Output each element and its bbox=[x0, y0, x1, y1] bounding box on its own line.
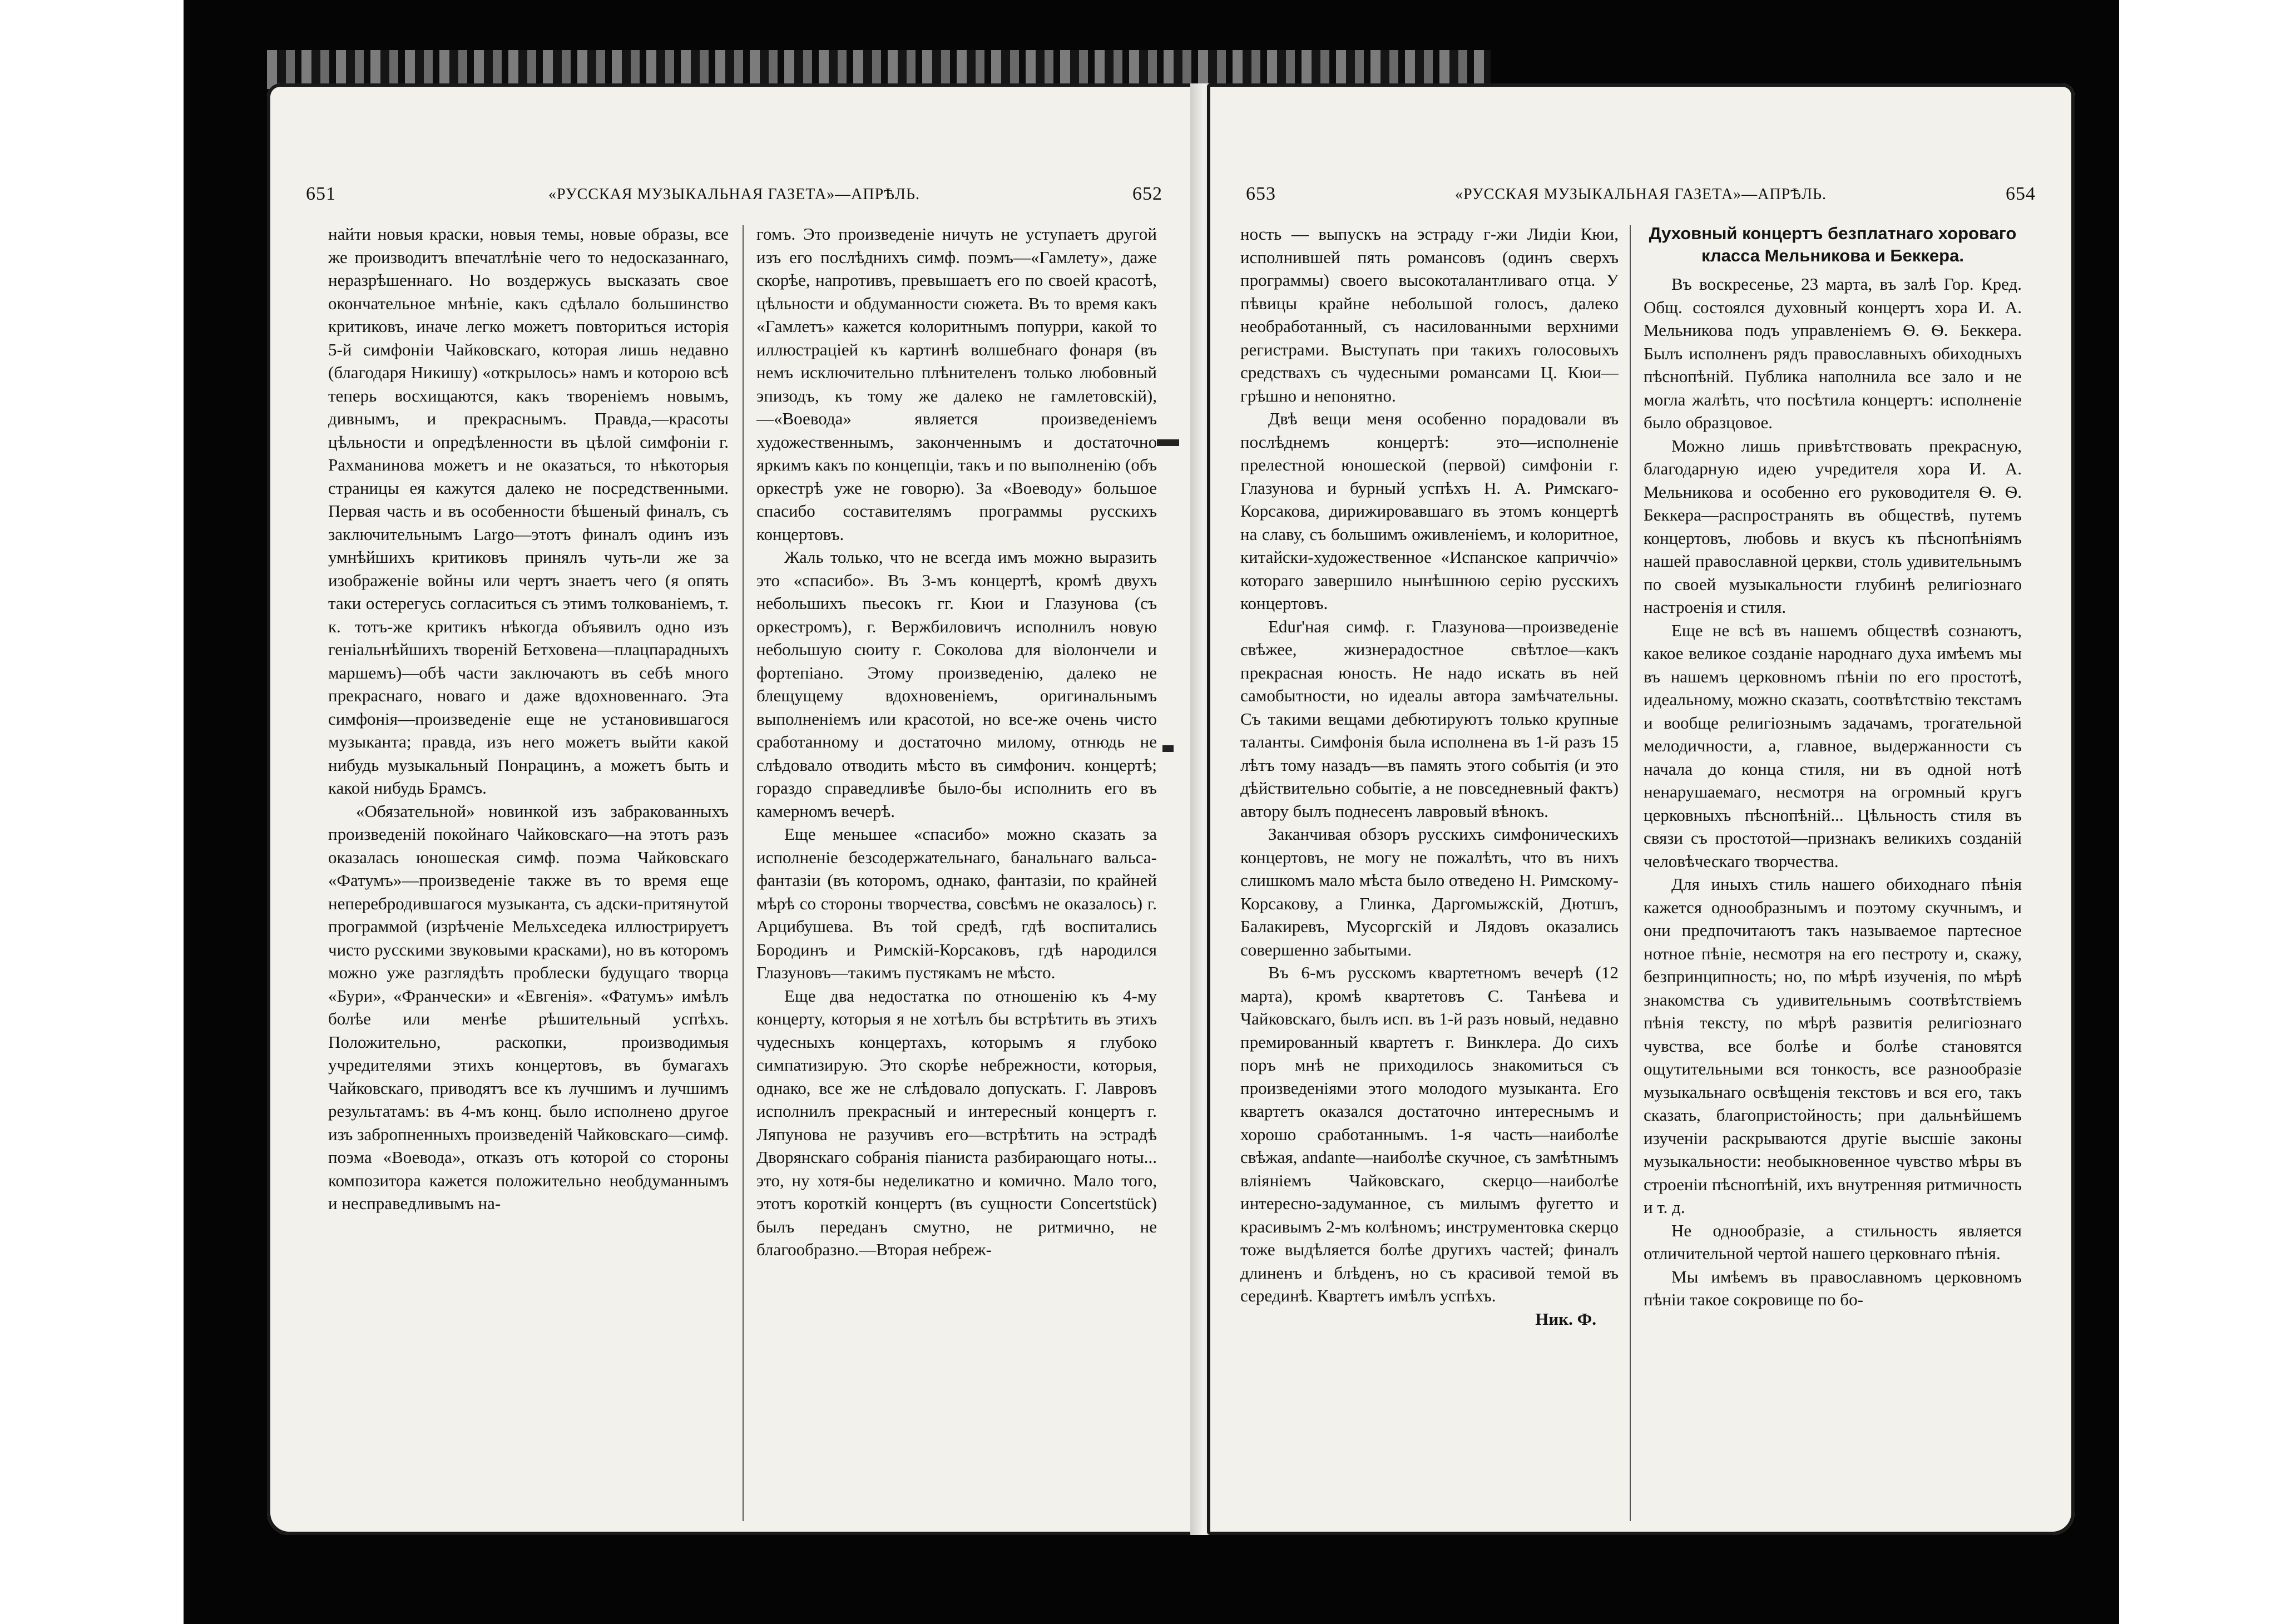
signature: Ник. Ф. bbox=[1535, 1309, 1596, 1329]
page-number-652: 652 bbox=[1132, 184, 1162, 204]
left-page-header bbox=[306, 184, 1162, 217]
paragraph: Въ воскресенье, 23 марта, въ залѣ Гор. Кред. Общ. состоялся духовный концертъ хора И. А. Мельникова подъ управленіемъ Ѳ. Ѳ. Беккера. Былъ исполненъ рядъ православныхъ обиходныхъ пѣснопѣній. Публика наполнила все зало и не могла жалѣть, что посѣтила концертъ: исполненіе было образцовое. bbox=[1644, 274, 2022, 432]
paragraph: гомъ. Это произведеніе ничуть не уступаетъ другой изъ его послѣднихъ симф. поэмъ—«Гамлету», даже скорѣе, напротивъ, превышаетъ его по своей красотѣ, цѣльности и обдуманности сюжета. Въ то время какъ «Гамлетъ» кажется колоритнымъ попурри, какой то иллюстраціей къ картинѣ волшебнаго фонаря (въ немъ исключительно плѣнителенъ только любовный эпизодъ, къ тому же далеко не гамлетовскій),—«Воевода» является произведеніемъ художественнымъ, законченнымъ и достаточно яркимъ какъ по концепціи, такъ и по выполненію (объ оркестрѣ уже не говорю). За «Воеводу» большое спасибо составителямъ программы русскихъ концертовъ. bbox=[756, 224, 1157, 544]
paragraph: Еще меньшее «спасибо» можно сказать за исполненіе безсодержательнаго, банальнаго вальса-фантазіи (въ которомъ, однако, фантазіи, по крайней мѣрѣ со стороны творчества, совсѣмъ не оказалось) г. Арцибушева. Въ той средѣ, гдѣ воспитались Бородинъ и Римскій-Корсаковъ, гдѣ народился Глазуновъ—такимъ пустякамъ не мѣсто. bbox=[756, 824, 1157, 982]
paragraph: Мы имѣемъ въ православномъ церковномъ пѣніи такое сокровище по бо- bbox=[1644, 1266, 2022, 1309]
column-rule bbox=[743, 225, 744, 1521]
paragraph: Двѣ вещи меня особенно порадовали въ послѣднемъ концертѣ: это—исполненіе прелестной юношеской (первой) симфоніи г. Глазунова и бурный успѣхъ Н. А. Римскаго-Корсакова, дирижировавшаго въ этомъ концертѣ на славу, съ большимъ оживленіемъ, и колоритное, китайски-художественное «Испанское каприччіо» котораго завершило нынѣшнюю серію русскихъ концертовъ. bbox=[1240, 409, 1619, 613]
paragraph: Жаль только, что не всегда имъ можно выразить это «спасибо». Въ 3-мъ концертѣ, кромѣ двухъ небольшихъ пьесокъ гг. Кюи и Глазунова (съ оркестромъ), г. Вержбиловичъ исполнилъ новую небольшую сюиту г. Соколова для віолончели и фортепіано. Этому произведенію, далеко не блещущему вдохновеніемъ, оригинальнымъ выполненіемъ или красотой, но все-же очень чисто сработанному и достаточно милому, отнюдь не слѣдовало отводить мѣсто въ симфонич. концертѣ; гораздо справедливѣе было-бы исполнить его въ камерномъ вечерѣ. bbox=[756, 547, 1157, 821]
right-page-column-2 bbox=[1644, 222, 2022, 1518]
paragraph: «Обязательной» новинкой изъ забракованныхъ произведеній покойнаго Чайковскаго—на этотъ разъ оказалась юношеская симф. поэма Чайковскаго «Фатумъ»—произведеніе также въ то время еще неперебродившагося музыканта, съ адски-притянутой программой (изрѣченіе Мельхседека иллюстрируетъ чисто русскими звуковыми красками), но въ которомъ можно уже разглядѣть проблески будущаго творца «Бури», «Франчески» и «Евгенія». «Фатумъ» имѣлъ болѣе или менѣе рѣшительный успѣхъ. Положительно, раскопки, производимыя учредителями этихъ концертовъ, въ бумагахъ Чайковскаго, приводятъ все къ лучшимъ и лучшимъ результатамъ: въ 4-мъ конц. было исполнено другое изъ забропненныхъ произведеній Чайковскаго—симф. поэма «Воевода», отказъ отъ которой со стороны композитора кажется положительно необдуманнымъ и несправедливымъ на- bbox=[328, 801, 729, 1213]
left-page-column-1 bbox=[328, 222, 729, 1518]
binding-mark bbox=[1162, 745, 1174, 752]
right-page-header bbox=[1246, 184, 2036, 217]
running-head-right: «РУССКАЯ МУЗЫКАЛЬНАЯ ГАЗЕТА»—АПРѢЛЬ. bbox=[1454, 186, 1827, 203]
paragraph: Edur'ная симф. г. Глазунова—произведеніе свѣжее, жизнерадостное свѣтлое—какъ прекрасная юность. Не надо искать въ ней самобытности, но идеалы автора замѣчательны. Съ такими вещами дебютируютъ только крупные таланты. Симфонія была исполнена въ 1-й разъ 15 лѣтъ тому назадъ—въ память этого событія (и это дѣйствительно событіе, а не повседневный фактъ) автору былъ поднесенъ лавровый вѣнокъ. bbox=[1240, 616, 1619, 821]
page-number-654: 654 bbox=[2006, 184, 2036, 204]
left-page bbox=[267, 83, 1201, 1535]
paragraph: Заканчивая обзоръ русскихъ симфоническихъ концертовъ, не могу не пожалѣть, что въ нихъ слишкомъ мало мѣста было отведено Н. Римскому-Корсакову, а Глинка, Даргомыжскій, Дютшъ, Балакиревъ, Мусоргскій и Лядовъ оказались совершенно забытыми. bbox=[1240, 824, 1619, 959]
left-page-column-2 bbox=[756, 222, 1157, 1518]
page-number-651: 651 bbox=[306, 184, 336, 204]
binding-mark bbox=[1157, 439, 1179, 446]
right-page-column-1 bbox=[1240, 222, 1619, 1518]
paragraph: Въ 6-мъ русскомъ квартетномъ вечерѣ (12 марта), кромѣ квартетовъ С. Танѣева и Чайковскаго, былъ исп. въ 1-й разъ новый, недавно премированный квартетъ г. Винклера. До сихъ поръ мнѣ не приходилось знакомиться съ произведеніями этого молодого музыканта. Его квартетъ оказался достаточно интереснымъ и хорошо сработаннымъ. 1-я часть—наиболѣе свѣжая, andante—наиболѣе скучное, съ замѣтнымъ вліяніемъ Чайковскаго, скерцо—наиболѣе интересно-задуманное, съ милымъ фугетто и красивымъ 2-мъ колѣномъ; инструментовка скерцо тоже выдѣляется болѣе другихъ частей; финалъ длиненъ и блѣденъ, но съ красивой темой въ серединѣ. Квартетъ имѣлъ успѣхъ. bbox=[1240, 963, 1619, 1305]
running-head-left: «РУССКАЯ МУЗЫКАЛЬНАЯ ГАЗЕТА»—АПРѢЛЬ. bbox=[548, 186, 921, 203]
paragraph: Для иныхъ стиль нашего обиходнаго пѣнія кажется однообразнымъ и поэтому скучнымъ, и они предпочитаютъ такъ называемое партесное нотное пѣніе, несмотря на его пестроту и, скажу, безпринципность; но, по мѣрѣ изученія, по мѣрѣ знакомства съ удивительнымъ соотвѣтствіемъ пѣнія тексту, по мѣрѣ развитія религіознаго чувства, все болѣе и болѣе становятся ощутительными вся тонкость, все разнообразіе музыкальнаго освѣщенія текстовъ и вся его, такъ сказать, благопристойность; при дальнѣйшемъ изученіи раскрываются другіе высшіе законы музыкальности: необыкновенное чувство мѣры въ строеніи пѣснопѣній, ихъ внутренняя ритмичность и т. д. bbox=[1644, 874, 2022, 1217]
paragraph: Еще не всѣ въ нашемъ обществѣ сознаютъ, какое великое созданіе народнаго духа имѣемъ мы въ нашемъ церковномъ пѣніи по его простотѣ, идеальному, можно сказать, соотвѣтствію текстамъ и вообще религіознымъ задачамъ, трогательной мелодичности, а, главное, выдержанности съ начала до конца стиля, ни въ одной нотѣ ненарушаемаго, несмотря на огромный кругъ церковныхъ пѣснопѣній... Цѣльность стиля въ связи съ простотой—признакъ великихъ созданій человѣческаго творчества. bbox=[1644, 620, 2022, 871]
column-rule bbox=[1630, 225, 1631, 1521]
paragraph: Еще два недостатка по отношенію къ 4-му концерту, которыя я не хотѣлъ бы встрѣтить въ этихъ чудесныхъ концертахъ, которымъ я глубоко симпатизирую. Это скорѣе небрежности, которыя, однако, все же не слѣдовало допускать. Г. Лавровъ исполнилъ прекрасный и интересный концертъ г. Ляпунова не разучивъ его—встрѣтить на эстрадѣ Дворянскаго собранія піаниста разбирающаго ноты... это, ну хотя-бы неделикатно и комично. Мало того, этотъ короткій концертъ (въ сущности Concertstück) былъ переданъ смутно, не ритмично, не благообразно.—Вторая небреж- bbox=[756, 986, 1157, 1259]
paragraph: найти новыя краски, новыя темы, новые образы, все же производитъ впечатлѣніе чего то недосказаннаго, неразрѣшеннаго. Но воздержусь высказать свое окончательное мнѣніе, какъ сдѣлало большинство критиковъ, иначе легко можетъ повториться исторія 5-й симфоніи Чайковскаго, которая лишь недавно (благодаря Никишу) «открылось» намъ и которою всѣ теперь восхищаются, какъ твореніемъ новымъ, дивнымъ, и прекраснымъ. Правда,—красоты цѣльности и опредѣленности въ цѣлой симфоніи г. Рахманинова можетъ и не оказаться, то нѣкоторыя страницы ея кажутся далеко не посредственными. Первая часть и въ особенности бѣшеный финалъ, съ заключительнымъ Largo—этотъ финалъ одинъ изъ умнѣйшихъ критиковъ принялъ чуть-ли же за изображеніе войны или чертъ знаетъ чего (я опять таки остерегусь согласиться съ этимъ толкованіемъ, т. к. тотъ-же критикъ нѣкогда объявилъ одно изъ геніальнѣйшихъ твореній Бетховена—плацпарадныхъ маршемъ)—обѣ части заключаютъ въ себѣ много прекраснаго, новаго и даже вдохновеннаго. Эта симфонія—произведеніе еще не установившагося музыканта; правда, изъ него можетъ выйти какой нибудь музыкальный Понрацинъ, а можетъ быть и какой нибудь Брамсъ. bbox=[328, 224, 729, 798]
article-heading: Духовный концертъ безплатнаго хороваго класса Мельникова и Беккера. bbox=[1649, 224, 2017, 265]
page-number-653: 653 bbox=[1246, 184, 1276, 204]
paragraph: Не однообразіе, а стильность является отличительной чертой нашего церковнаго пѣнія. bbox=[1644, 1220, 2022, 1263]
paragraph: ность — выпускъ на эстраду г-жи Лидіи Кюи, исполнившей пять романсовъ (одинъ сверхъ программы) своего высокоталантливаго отца. У пѣвицы крайне небольшой голосъ, далеко необработанный, съ насилованными верхними регистрами. Выступать при такихъ голосовыхъ средствахъ съ чудесными романсами Ц. Кюи—грѣшно и непонятно. bbox=[1240, 224, 1619, 405]
right-page bbox=[1207, 83, 2075, 1535]
paragraph: Можно лишь привѣтствовать прекрасную, благодарную идею учредителя хора И. А. Мельникова и особенно его руководителя Ѳ. Ѳ. Беккера—распространять въ обществѣ, путемъ концертовъ, любовь и вкусъ къ пѣснопѣніямъ нашей православной церкви, столь удивительнымъ по своей музыкальности глубинѣ религіознаго настроенія и стиля. bbox=[1644, 435, 2022, 617]
